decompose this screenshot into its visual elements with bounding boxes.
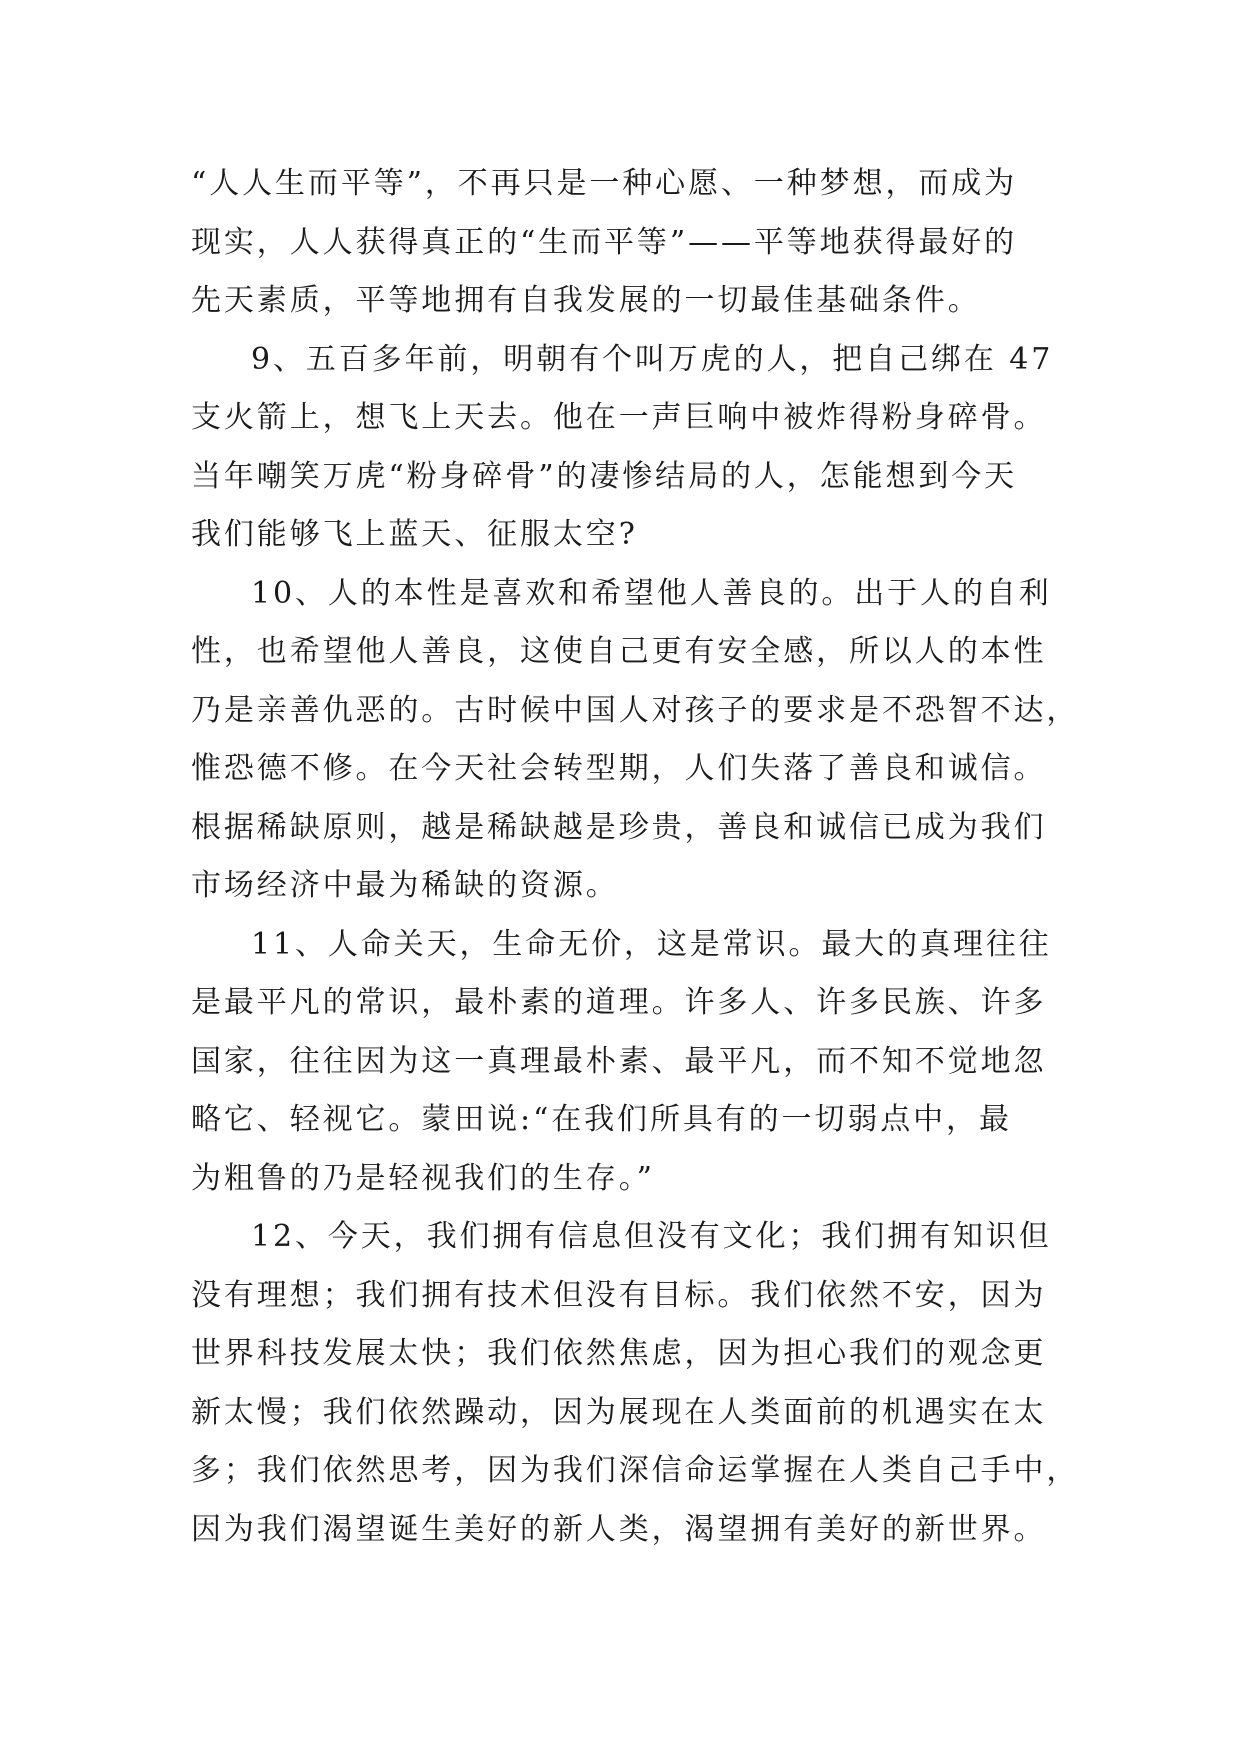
text-line: 因为我们渴望诞生美好的新人类，渴望拥有美好的新世界。 <box>191 1511 1047 1547</box>
text-line: 现实，人人获得真正的“生而平等”——平等地获得最好的 <box>191 224 1018 260</box>
paragraph-continuation <box>191 155 1071 331</box>
text-line: “人人生而平等”，不再只是一种心愿、一种梦想，而成为 <box>191 166 1018 201</box>
body-text <box>191 155 1080 1559</box>
text-line: 当年嘲笑万虎“粉身碎骨”的凄惨结局的人，怎能想到今天 <box>191 458 1018 494</box>
paragraph-9 <box>191 331 1071 565</box>
text-line: 市场经济中最为稀缺的资源。 <box>191 868 619 903</box>
text-line: 性，也希望他人善良，这使自己更有安全感，所以人的本性 <box>191 634 1047 669</box>
paragraph-11 <box>191 916 1071 1209</box>
text-line: 11、人命关天，生命无价，这是常识。最大的真理往往 <box>251 926 1052 962</box>
text-line: 惟恐德不修。在今天社会转型期，人们失落了善良和诚信。 <box>191 751 1047 786</box>
text-line: 我们能够飞上蓝天、征服太空? <box>191 517 638 552</box>
text-line: 12、今天，我们拥有信息但没有文化；我们拥有知识但 <box>251 1219 1052 1254</box>
text-line: 多；我们依然思考，因为我们深信命运掌握在人类自己手中， <box>191 1453 1080 1488</box>
paragraph-10 <box>191 565 1080 916</box>
text-line: 略它、轻视它。蒙田说:“在我们所具有的一切弱点中，最 <box>191 1102 1012 1137</box>
text-line: 世界科技发展太快；我们依然焦虑，因为担心我们的观念更 <box>191 1336 1047 1371</box>
text-line: 乃是亲善仇恶的。古时候中国人对孩子的要求是不恐智不达， <box>191 692 1080 728</box>
text-line: 先天素质，平等地拥有自我发展的一切最佳基础条件。 <box>191 283 981 318</box>
text-line: 没有理想；我们拥有技术但没有目标。我们依然不安，因为 <box>191 1277 1047 1313</box>
text-line: 国家，往往因为这一真理最朴素、最平凡，而不知不觉地忽 <box>191 1043 1047 1079</box>
text-line: 9、五百多年前，明朝有个叫万虎的人，把自己绑在 47 <box>251 341 1054 377</box>
text-line: 新太慢；我们依然躁动，因为展现在人类面前的机遇实在太 <box>191 1394 1047 1430</box>
text-line: 是最平凡的常识，最朴素的道理。许多人、许多民族、许多 <box>191 985 1047 1020</box>
text-line: 支火箭上，想飞上天去。他在一声巨响中被炸得粉身碎骨。 <box>191 400 1047 435</box>
text-line: 为粗鲁的乃是轻视我们的生存。” <box>191 1160 655 1196</box>
text-line: 10、人的本性是喜欢和希望他人善良的。出于人的自利 <box>251 575 1052 611</box>
text-line: 根据稀缺原则，越是稀缺越是珍贵，善良和诚信已成为我们 <box>191 809 1047 845</box>
paragraph-12 <box>191 1208 1080 1559</box>
